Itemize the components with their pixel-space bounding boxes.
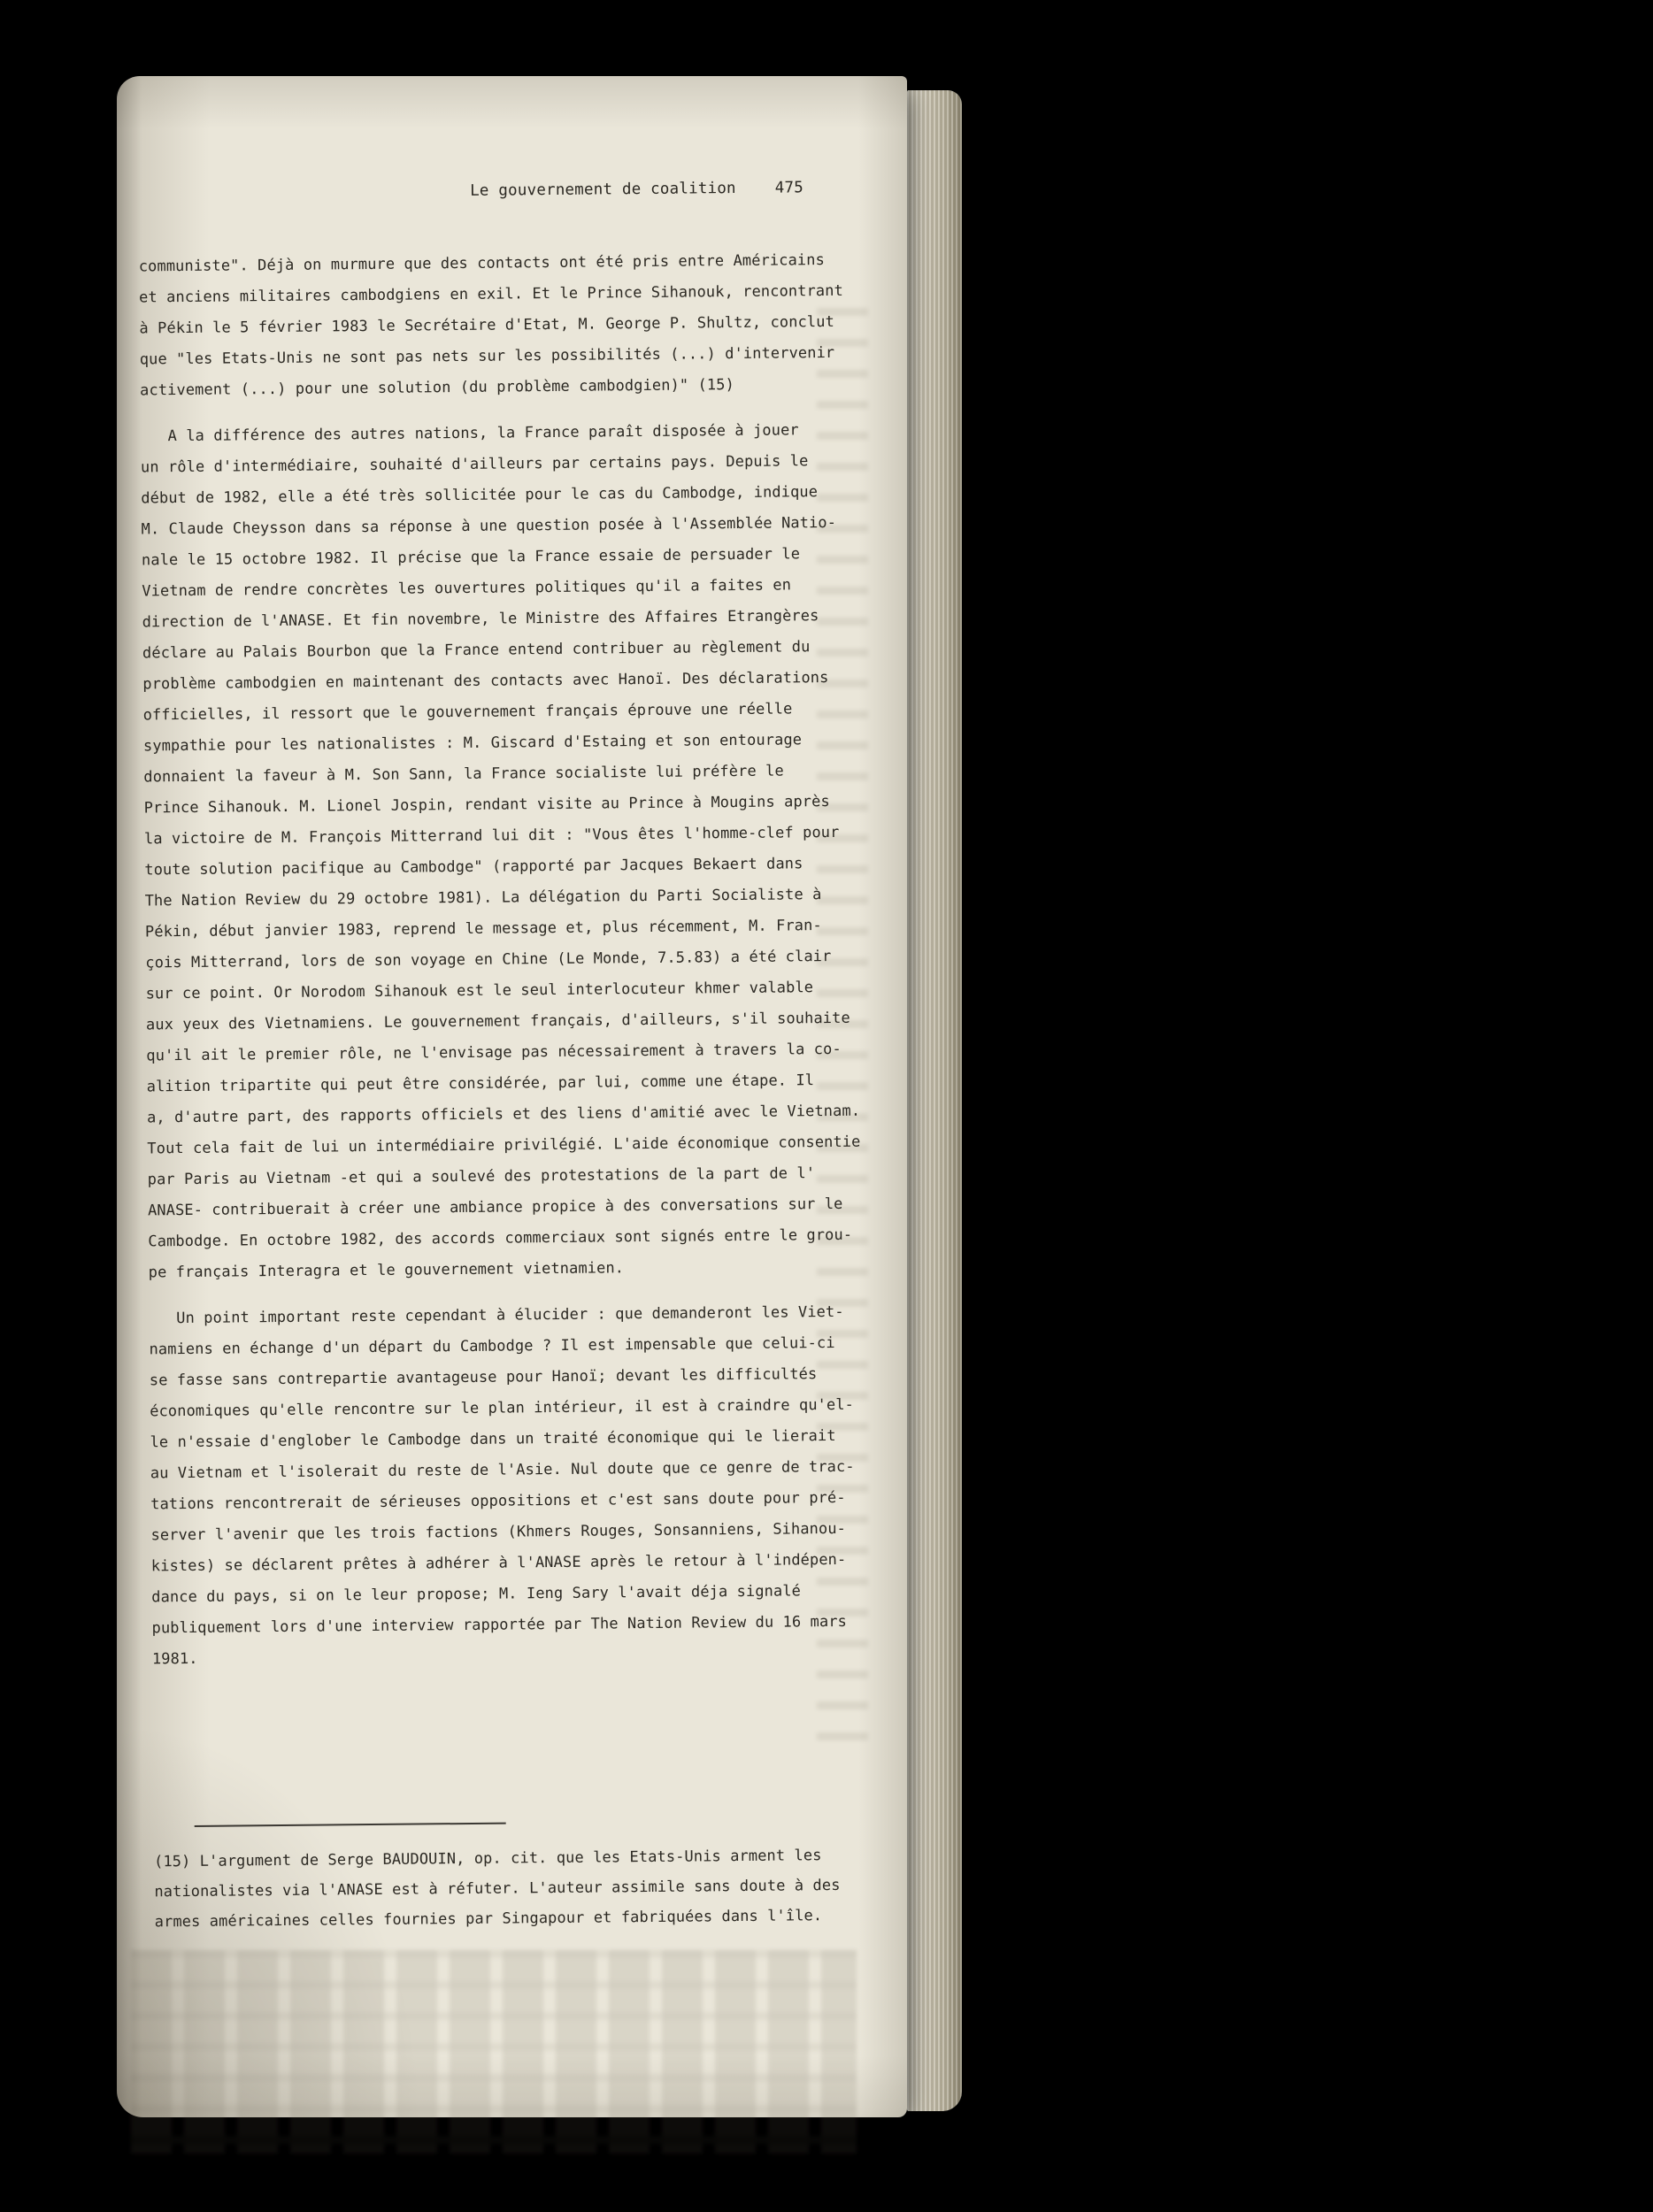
- text-line: çois Mitterrand, lors de son voyage en Chine (Le Monde, 7.5.83) a été clair: [145, 948, 832, 972]
- text-line: aux yeux des Vietnamiens. Le gouvernement français, d'ailleurs, s'il souhaite: [145, 1009, 850, 1034]
- text-line: namiens en échange d'un départ du Cambodge ? Il est impensable que celui-ci: [149, 1333, 835, 1359]
- text-line: au Vietnam et l'isolerait du reste de l'Asie. Nul doute que ce genre de trac-: [150, 1457, 855, 1483]
- page-edge-stack: [907, 90, 962, 2111]
- footnote: [154, 1840, 865, 1938]
- text-line: kistes) se déclarent prêtes à adhérer à l'ANASE après le retour à l'indépen-: [150, 1550, 847, 1576]
- text-line: sympathie pour les nationalistes : M. Giscard d'Estaing et son entourage: [142, 731, 803, 756]
- text-line: server l'avenir que les trois factions (Khmers Rouges, Sonsanniens, Sihanou-: [150, 1519, 847, 1545]
- text-line: officielles, il ressort que le gouvernement français éprouve une réelle: [142, 700, 793, 725]
- running-header: [138, 179, 803, 203]
- text-line: économiques qu'elle rencontre sur le plan intérieur, il est à craindre qu'el-: [150, 1395, 855, 1421]
- text-line: A la différence des autres nations, la France paraît disposée à jouer: [140, 421, 799, 446]
- text-line: nale le 15 octobre 1982. Il précise que la France essaie de persuader le: [141, 545, 801, 570]
- text-line: problème cambodgien en maintenant des contacts avec Hanoï. Des déclarations: [142, 669, 829, 694]
- text-line: un rôle d'intermédiaire, souhaité d'ailleurs par certains pays. Depuis le: [140, 452, 809, 477]
- page-number: 475: [774, 179, 804, 197]
- text-line: Vietnam de rendre concrètes les ouvertures politiques qu'il a faites en: [142, 576, 792, 601]
- text-line: que "les Etats-Unis ne sont pas nets sur les possibilités (...) d'intervenir: [139, 343, 835, 369]
- chapter-title: Le gouvernement de coalition: [470, 180, 736, 200]
- text-line: ANASE- contribuerait à créer une ambiance propice à des conversations sur le: [147, 1194, 843, 1220]
- text-line: The Nation Review du 29 octobre 1981). La délégation du Parti Socialiste à: [144, 886, 822, 910]
- text-line: donnaient la faveur à M. Son Sann, la France socialiste lui préfère le: [143, 762, 784, 787]
- text-line: alition tripartite qui peut être considérée, par lui, comme une étape. Il: [146, 1071, 815, 1096]
- text-line: par Paris au Vietnam -et qui a soulevé des protestations de la part de l': [147, 1164, 816, 1189]
- page-body: [139, 245, 863, 1691]
- text-line: déclare au Palais Bourbon que la France entend contribuer au règlement du: [142, 638, 811, 663]
- text-line: se fasse sans contrepartie avantageuse pour Hanoï; devant les difficultés: [149, 1365, 818, 1390]
- text-line: publiquement lors d'une interview rapportée par The Nation Review du 16 mars: [151, 1612, 848, 1638]
- paragraph: [140, 415, 861, 1289]
- text-line: et anciens militaires cambodgiens en exil. Et le Prince Sihanouk, rencontrant: [139, 281, 843, 307]
- text-line: début de 1982, elle a été très sollicitée pour le cas du Cambodge, indique: [141, 483, 819, 508]
- text-line: Cambodge. En octobre 1982, des accords commerciaux sont signés entre le grou-: [148, 1225, 853, 1251]
- text-line: Prince Sihanouk. M. Lionel Jospin, rendant visite au Prince à Mougins après: [143, 793, 830, 818]
- text-line: nationalistes via l'ANASE est à réfuter. L'auteur assimile sans doute à des: [154, 1876, 841, 1901]
- paragraph: [149, 1297, 862, 1676]
- text-line: Tout cela fait de lui un intermédiaire privilégié. L'aide économique consentie: [147, 1133, 861, 1158]
- text-line: activement (...) pour une solution (du problème cambodgien)" (15): [140, 376, 734, 400]
- text-line: direction de l'ANASE. Et fin novembre, le Ministre des Affaires Etrangères: [142, 607, 819, 632]
- text-line: sur ce point. Or Norodom Sihanouk est le seul interlocuteur khmer valable: [145, 979, 814, 1003]
- page-content: [137, 76, 866, 2124]
- text-line: à Pékin le 5 février 1983 le Secrétaire d'Etat, M. George P. Shultz, conclut: [139, 312, 834, 338]
- text-line: 1981.: [151, 1649, 198, 1669]
- footnote-separator: [195, 1823, 506, 1827]
- scanned-book-page: [117, 76, 907, 2117]
- text-line: dance du pays, si on le leur propose; M. Ieng Sary l'avait déja signalé: [151, 1582, 802, 1607]
- text-line: Pékin, début janvier 1983, reprend le message et, plus récemment, M. Fran-: [144, 917, 822, 941]
- text-line: a, d'autre part, des rapports officiels et des liens d'amitié avec le Vietnam.: [146, 1102, 861, 1127]
- text-line: (15) L'argument de Serge BAUDOUIN, op. cit. que les Etats-Unis arment les: [153, 1847, 822, 1871]
- paragraph: [139, 245, 850, 407]
- text-line: toute solution pacifique au Cambodge" (rapporté par Jacques Bekaert dans: [144, 855, 803, 879]
- text-line: M. Claude Cheysson dans sa réponse à une question posée à l'Assemblée Natio-: [141, 513, 837, 539]
- text-line: qu'il ait le premier rôle, ne l'envisage pas nécessairement à travers la co-: [146, 1040, 842, 1065]
- text-line: Un point important reste cependant à élucider : que demanderont les Viet-: [149, 1302, 844, 1328]
- text-line: tations rencontrerait de sérieuses oppositions et c'est sans doute pour pré-: [150, 1488, 846, 1514]
- text-line: le n'essaie d'englober le Cambodge dans un traité économique qui le lierait: [150, 1426, 836, 1452]
- text-line: armes américaines celles fournies par Singapour et fabriquées dans l'île.: [154, 1907, 823, 1932]
- text-line: pe français Interagra et le gouvernement vietnamien.: [148, 1259, 625, 1282]
- text-line: communiste". Déjà on murmure que des contacts ont été pris entre Américains: [138, 251, 825, 276]
- text-line: la victoire de M. François Mitterrand lui dit : "Vous êtes l'homme-clef pour: [143, 823, 840, 849]
